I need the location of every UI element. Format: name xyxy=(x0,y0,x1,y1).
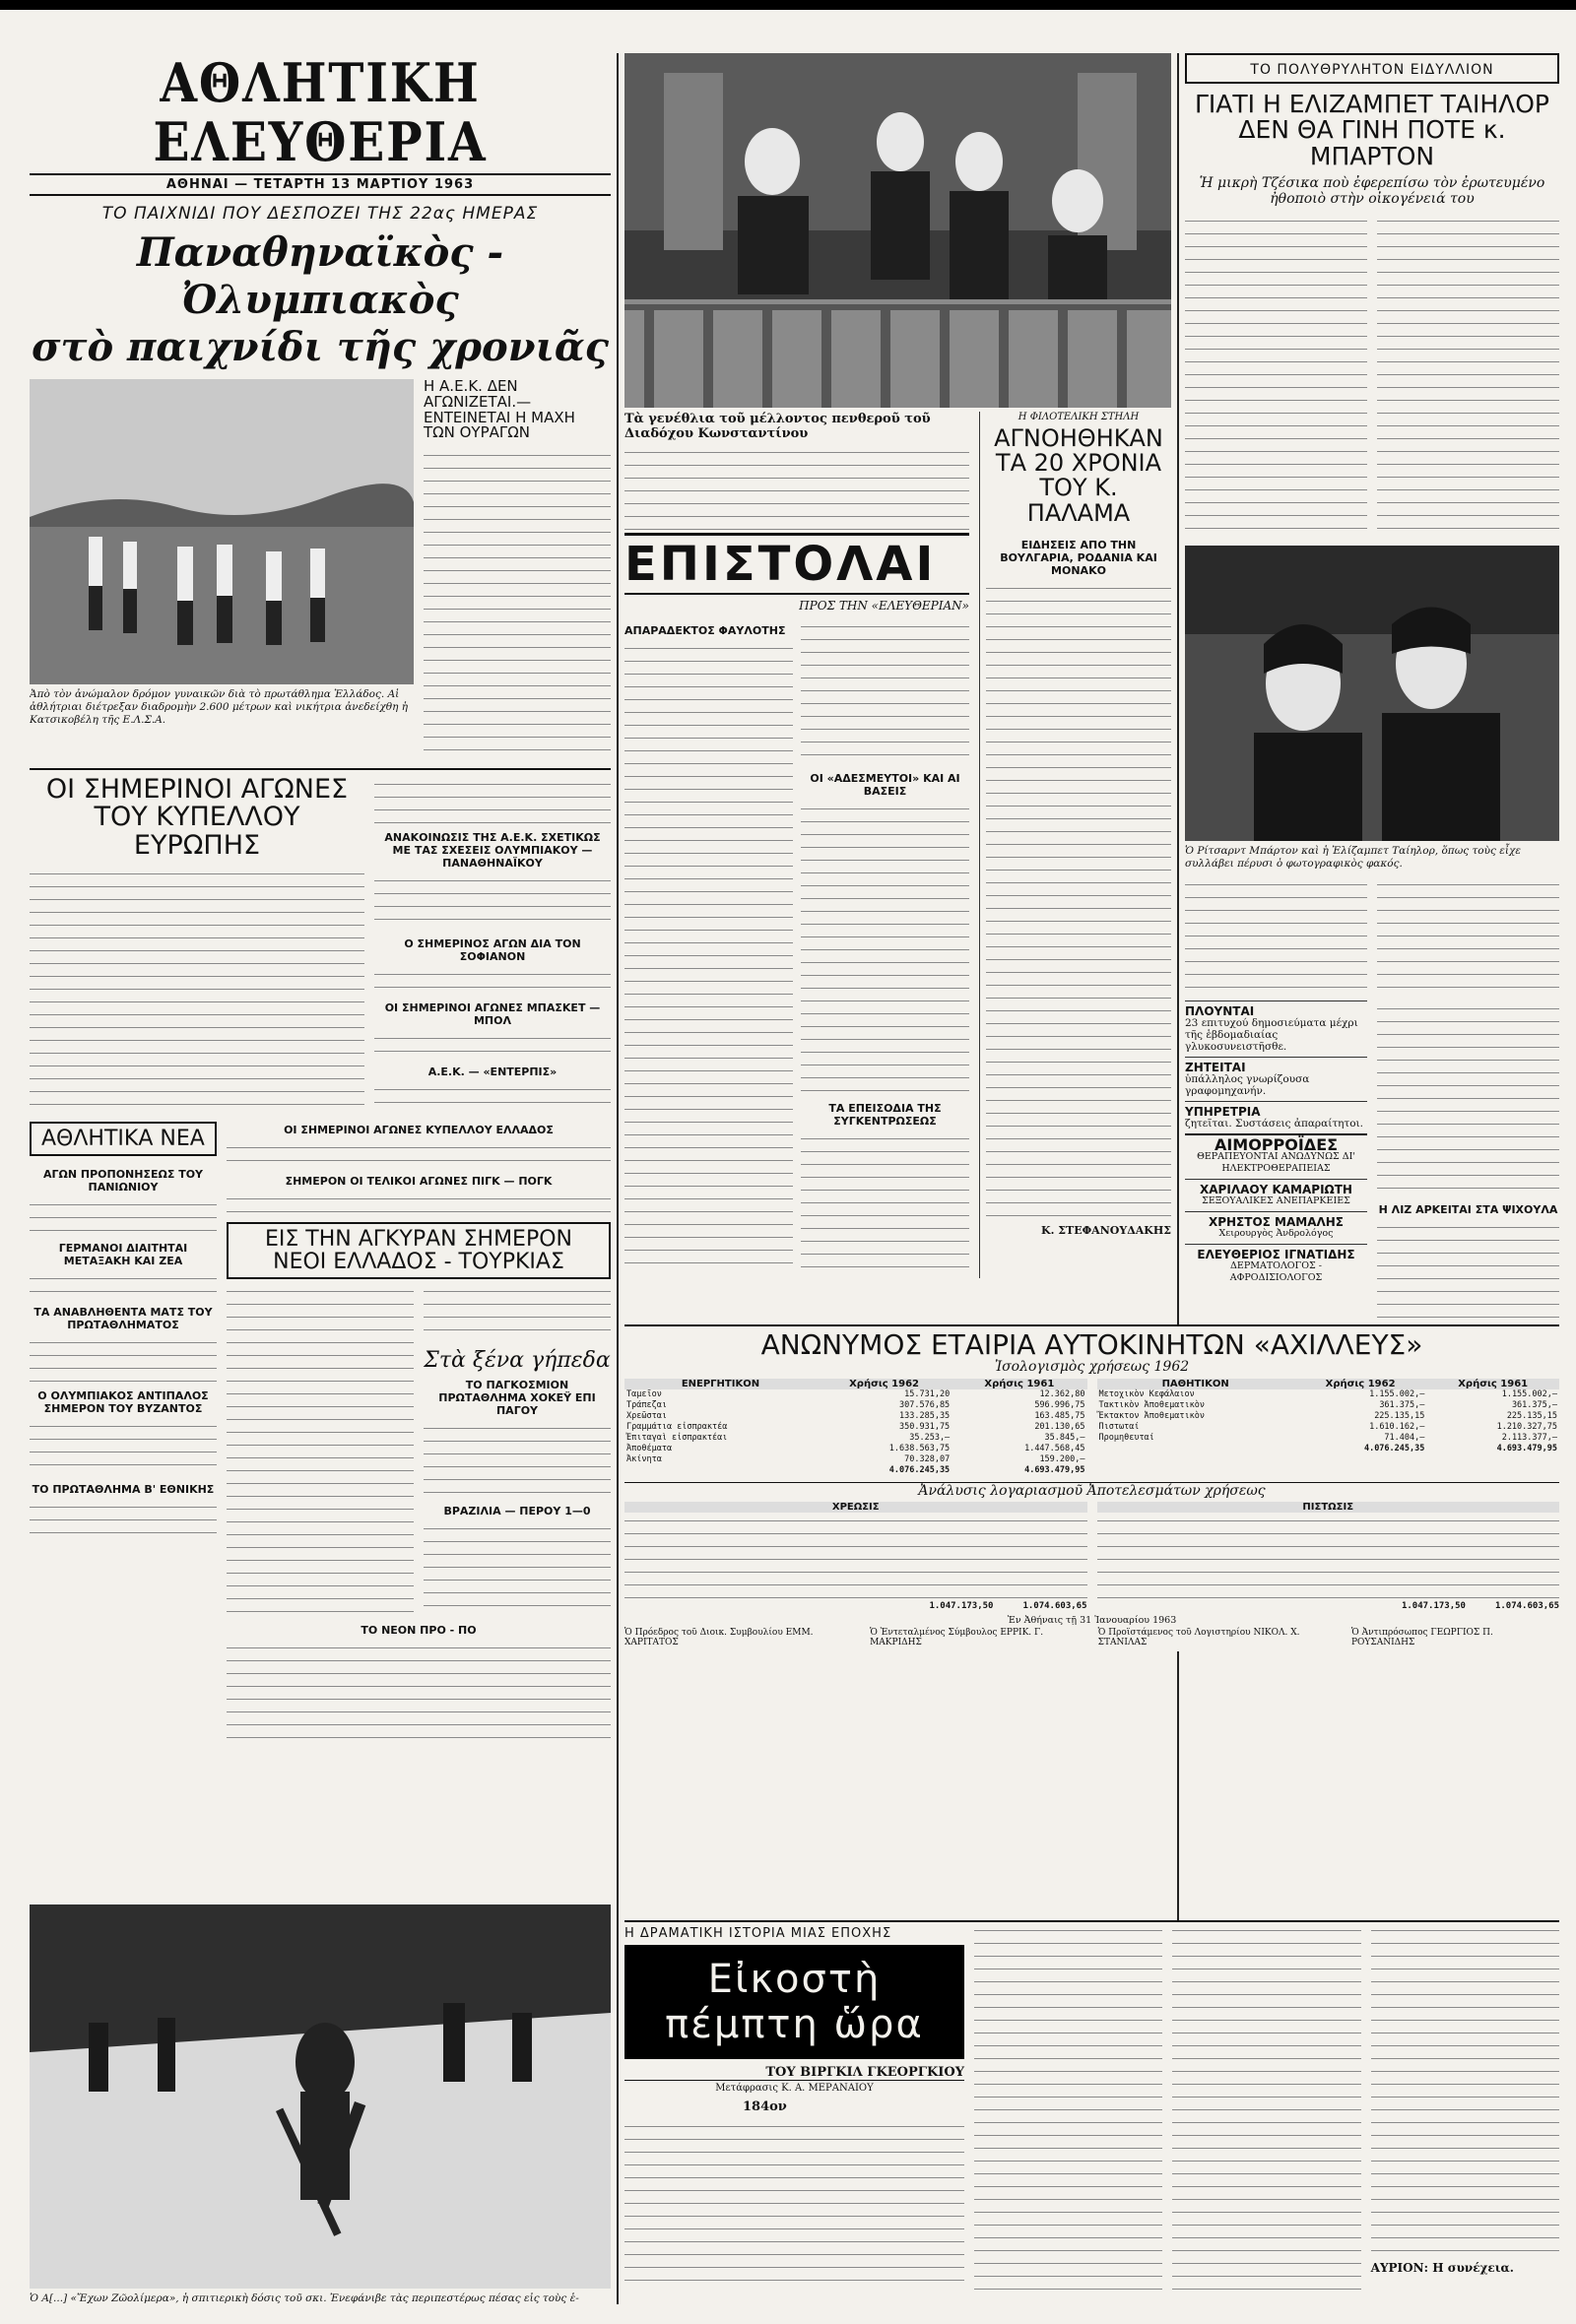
text-block xyxy=(974,1922,1162,2296)
taylor-photo-caption: Ὁ Ρίτσαρντ Μπάρτον καὶ ἡ Ἐλίζαμπετ Ταίηλορ, ὅπως τοὺς εἶχε συλλάβει πέρυσι ὁ φωτογραφικὸς φακός. xyxy=(1185,844,1521,870)
classified-ad xyxy=(1185,1244,1367,1288)
table-row xyxy=(1097,1422,1560,1433)
assets-table xyxy=(624,1379,1087,1476)
text-block xyxy=(624,444,969,533)
text-block xyxy=(1377,213,1559,538)
news-item-head: ΑΓΩΝ ΠΡΟΠΟΝΗΣΕΩΣ ΤΟΥ ΠΑΝΙΩΝΙΟΥ xyxy=(42,1168,204,1194)
foreign-subhead: ΒΡΑΖΙΛΙΑ — ΠΕΡΟΥ 1—0 xyxy=(443,1505,591,1518)
text-block xyxy=(801,618,969,766)
value-1961: 1.155.002,— xyxy=(1501,1389,1557,1400)
value-1962: 225.135,15 xyxy=(1374,1411,1425,1422)
foreign-fields xyxy=(424,1283,611,1618)
europe-headline-2: ΤΟΥ ΚΥΠΕΛΛΟΥ ΕΥΡΩΠΗΣ xyxy=(94,802,300,861)
text-block xyxy=(374,1081,611,1106)
taylor-continued xyxy=(1377,876,1559,995)
classified-title: ΖΗΤΕΙΤΑΙ xyxy=(1185,1060,1246,1074)
classified-ad xyxy=(1185,1211,1367,1244)
text-block xyxy=(424,1283,611,1342)
value-1961: 201.130,65 xyxy=(1034,1422,1085,1433)
balance-company: ΑΝΩΝΥΜΟΣ ΕΤΑΙΡΙΑ ΑΥΤΟΚΙΝΗΤΩΝ «ΑΧΙΛΛΕΥΣ» xyxy=(760,1328,1423,1361)
text-block xyxy=(227,1139,611,1169)
value-1962: 1.638.563,75 xyxy=(888,1444,951,1454)
ski-photo-caption: Ὁ Α[...] «Ἔχων Ζῶολίμερα», ἡ σπιτιερικὴ δόσις τοῦ σκι. Ἐνεφάνιβε τὰς περιπεστέρως πέσας εἰς τοὺς ἑ- xyxy=(30,2292,579,2304)
credit-total-1962: 1.047.173,50 xyxy=(1401,1601,1466,1612)
serial-head-col xyxy=(624,1922,964,2316)
text-block xyxy=(624,2118,964,2286)
balance-signers xyxy=(624,1628,1559,1647)
agkyra-text xyxy=(227,1283,414,1618)
taylor-headline-1: ΓΙΑΤΙ Η ΕΛΙΖΑΜΠΕΤ ΤΑΙΗΛΟΡ xyxy=(1194,90,1550,118)
agkyra-and-foreign xyxy=(227,1118,611,1748)
europe-section xyxy=(30,776,611,1112)
classifieds-column xyxy=(1185,876,1367,995)
liabilities-table-wrap xyxy=(1097,1379,1560,1476)
assets-table-wrap xyxy=(624,1379,1087,1476)
value-1962: 361.375,— xyxy=(1379,1400,1425,1411)
europe-story xyxy=(30,776,364,1112)
text-block xyxy=(227,1640,611,1748)
serial-kicker: Η ΔΡΑΜΑΤΙΚΗ ΙΣΤΟΡΙΑ ΜΙΑΣ ΕΠΟΧΗΣ xyxy=(624,1926,892,1941)
debit-heading: ΧΡΕΩΣΙΣ xyxy=(624,1502,1087,1513)
classified-ad xyxy=(1185,1101,1367,1133)
row-label: Ἀκίνητα xyxy=(626,1454,662,1465)
value-1962: 307.576,85 xyxy=(899,1400,951,1411)
letters-subtitle: ΠΡΟΣ ΤΗΝ «ΕΛΕΥΘΕΡΙΑΝ» xyxy=(799,599,969,613)
taylor-dek: Ἡ μικρὴ Τζέσικα ποὺ ἐφερεπίσω τὸν ἐρωτευμένο ἠθοποιὸ στὴν οἰκογένειά του xyxy=(1199,174,1545,207)
balance-sheet xyxy=(624,1324,1559,1651)
briefs-column xyxy=(374,776,611,1112)
credit-heading: ΠΙΣΤΩΣΙΣ xyxy=(1097,1502,1560,1513)
assets-total-1961: 4.693.479,95 xyxy=(1024,1465,1085,1476)
results-heading: Ἀνάλυσις λογαριασμοῦ Ἀποτελεσμάτων χρήσεως xyxy=(624,1482,1559,1499)
philatelic-kicker: Η ΦΙΛΟΤΕΛΙΚΗ ΣΤΗΛΗ xyxy=(1018,412,1140,422)
row-label: Τράπεζαι xyxy=(626,1400,667,1411)
signer: Ὁ Προϊστάμενος τοῦ Λογιστηρίου ΝΙΚΟΛ. Χ. ΣΤΑΝΙΛΑΣ xyxy=(1097,1628,1300,1648)
letters-row xyxy=(624,533,1171,1278)
table-row xyxy=(1097,1411,1560,1422)
row-label: Μετοχικὸν Κεφάλαιον xyxy=(1098,1389,1195,1400)
mid-left-section xyxy=(30,1118,611,1748)
row-label: Πιστωταί xyxy=(1098,1422,1140,1433)
divider xyxy=(30,768,611,770)
classifieds-list xyxy=(1185,1001,1367,1377)
classified-title: ΕΛΕΥΘΕΡΙΟΣ ΙΓΝΑΤΙΔΗΣ xyxy=(1197,1247,1355,1261)
total-row xyxy=(624,1465,1087,1476)
row-label: Χρεῶσται xyxy=(626,1411,667,1422)
value-1961: 361.375,— xyxy=(1511,1400,1557,1411)
classified-text: ΔΕΡΜΑΤΟΛΟΓΟΣ - ΑΦΡΟΔΙΣΙΟΛΟΓΟΣ xyxy=(1229,1259,1323,1283)
liabilities-total-1961: 4.693.479,95 xyxy=(1496,1444,1557,1454)
classified-text: ΣΕΞΟΥΑΛΙΚΕΣ ΑΝΕΠΑΡΚΕΙΕΣ xyxy=(1202,1194,1350,1206)
table-row xyxy=(624,1411,1087,1422)
letters-col-b xyxy=(801,618,969,1278)
table-row xyxy=(624,1454,1087,1465)
ski-photo xyxy=(30,1904,611,2289)
text-block xyxy=(30,1270,217,1300)
serial-title: Εἰκοστὴ πέμπτη ὥρα xyxy=(624,1945,964,2059)
classified-title: ΧΑΡΙΛΑΟΥ ΚΑΜΑΡΙΩΤΗ xyxy=(1200,1182,1352,1196)
philatelic-column xyxy=(979,412,1171,533)
value-1962: 71.404,— xyxy=(1384,1433,1425,1444)
philatelic-subhead: ΕΙΔΗΣΕΙΣ ΑΠΟ ΤΗΝ ΒΟΥΛΓΑΡΙΑ, ΡΟΔΑΝΙΑ ΚΑΙ ΜΟΝΑΚΟ xyxy=(1000,539,1157,577)
aek-story xyxy=(424,379,611,762)
brief-head: ΑΝΑΚΟΙΝΩΣΙΣ ΤΗΣ Α.Ε.Κ. ΣΧΕΤΙΚΩΣ ΜΕ ΤΑΣ ΣΧΕΣΕΙΣ ΟΛΥΜΠΙΑΚΟΥ — ΠΑΝΑΘΗΝΑΪΚΟΥ xyxy=(384,831,601,870)
balance-date: Ἐν Ἀθήναις τῇ 31 Ἰανουαρίου 1963 xyxy=(1007,1615,1177,1627)
philatelic-headline-1: ΑΓΝΟΗΘΗΚΑΝ xyxy=(994,424,1163,452)
year-1961-heading: Χρήσις 1961 xyxy=(952,1379,1086,1389)
race-photo-caption: Ἀπὸ τὸν ἀνώμαλον δρόμον γυναικῶν διὰ τὸ πρωτάθλημα Ἑλλάδος. Αἱ ἀθλήτριαι διέτρεξαν διαδρομὴν 2.600 μέτρων καὶ νικήτρια ἀνεδείχθη ἡ Κατσικοβέλη τῆς Ε.Λ.Σ.Α. xyxy=(30,688,409,726)
agkyra-headline-2: ΝΕΟΙ ΕΛΛΑΔΟΣ - ΤΟΥΡΚΙΑΣ xyxy=(273,1250,564,1275)
serial-next: ΑΥΡΙΟΝ: Η συνέχεια. xyxy=(1370,2261,1514,2275)
text-block xyxy=(1377,1001,1559,1197)
year-1962-heading: Χρήσις 1962 xyxy=(817,1379,952,1389)
row-label: Ἔκτακτον Ἀποθεματικὸν xyxy=(1098,1411,1205,1422)
lead-headline-1: Παναθηναϊκὸς - Ὀλυμπιακὸς xyxy=(136,229,504,323)
classified-text: ὑπάλληλος γνωρίζουσα γραφομηχανήν. xyxy=(1185,1072,1310,1097)
year-1961-heading: Χρήσις 1961 xyxy=(1426,1379,1559,1389)
value-1962: 133.285,35 xyxy=(899,1411,951,1422)
liabilities-heading: ΠΑΘΗΤΙΚΟΝ xyxy=(1097,1379,1294,1389)
value-1961: 596.996,75 xyxy=(1034,1400,1085,1411)
credit-wrap xyxy=(1097,1502,1560,1611)
left-column xyxy=(30,53,611,2314)
lead-headline-2: στὸ παιχνίδι τῆς χρονιᾶς xyxy=(32,324,609,370)
serial-translator: Μετάφρασις Κ. Α. ΜΕΡΑΝΑΙΟΥ xyxy=(715,2083,874,2094)
balance-tables xyxy=(624,1379,1559,1476)
table-row xyxy=(1097,1433,1560,1444)
value-1962: 15.731,20 xyxy=(904,1389,951,1400)
taylor-subhead: Η ΛΙΖ ΑΡΚΕΙΤΑΙ ΣΤΑ ΨΙΧΟΥΛΑ xyxy=(1378,1202,1558,1216)
royal-caption-row xyxy=(624,412,1171,533)
text-block xyxy=(986,580,1171,1220)
top-black-bar xyxy=(0,0,1576,10)
value-1962: 35.253,— xyxy=(909,1433,951,1444)
text-block xyxy=(801,1130,969,1278)
letters-col-a xyxy=(624,618,793,1278)
classified-text: ζητεῖται. Συστάσεις ἀπαραίτητοι. xyxy=(1185,1117,1364,1130)
classified-ad xyxy=(1185,1057,1367,1101)
news-item-head: ΤΟ ΠΡΩΤΑΘΛΗΜΑ Β' ΕΘΝΙΚΗΣ xyxy=(32,1483,215,1497)
signer: Ὁ Ἀντιπρόσωπος ΓΕΩΡΓΙΟΣ Π. ΡΟΥΣΑΝΙΔΗΣ xyxy=(1350,1628,1493,1648)
philatelic-body xyxy=(979,533,1171,1278)
athletika-nea-title: ΑΘΛΗΤΙΚΑ ΝΕΑ xyxy=(41,1127,205,1152)
text-block xyxy=(1185,876,1367,995)
classified-ad xyxy=(1185,1179,1367,1211)
assets-heading: ΕΝΕΡΓΗΤΙΚΟΝ xyxy=(624,1379,817,1389)
lead-section xyxy=(30,379,611,762)
classified-text: 23 επιτυχού δημοσιεύματα μέχρι τῆς ἑβδομαδιαίας γλυκοσυνειστῆσθε. xyxy=(1185,1016,1358,1053)
debit-total-1961: 1.074.603,65 xyxy=(1022,1601,1087,1612)
classified-text: ΘΕΡΑΠΕΥΟΝΤΑΙ ΑΝΩΔΥΝΩΣ ΔΙ' ΗΛΕΚΤΡΟΘΕΡΑΠΕΙΑΣ xyxy=(1197,1150,1355,1174)
classified-ad xyxy=(1185,1001,1367,1057)
table-row xyxy=(624,1422,1087,1433)
debit-total-1962: 1.047.173,50 xyxy=(929,1601,994,1612)
column-rule xyxy=(617,53,619,2304)
foreign-subhead: ΤΟ ΠΑΓΚΟΣΜΙΟΝ ΠΡΩΤΑΘΛΗΜΑ ΧΟΚΕΫ ΕΠΙ ΠΑΓΟΥ xyxy=(438,1379,596,1418)
letter-head: ΤΑ ΕΠΕΙΣΟΔΙΑ ΤΗΣ ΣΥΓΚΕΝΤΡΩΣΕΩΣ xyxy=(828,1102,942,1129)
text-block xyxy=(30,1418,217,1477)
brief-head: ΟΙ ΣΗΜΕΡΙΝΟΙ ΑΓΩΝΕΣ ΜΠΑΣΚΕΤ — ΜΠΟΛ xyxy=(384,1001,601,1027)
brief-head: Α.Ε.Κ. — «ΕΝΤΕΡΠΙΣ» xyxy=(427,1065,558,1078)
text-block xyxy=(30,1196,217,1236)
royal-caption-head: Τὰ γενέθλια τοῦ μέλλοντος πενθεροῦ τοῦ Διαδόχου Κωνσταντίνου xyxy=(624,412,931,441)
table-row xyxy=(1097,1400,1560,1411)
text-block xyxy=(1172,1922,1360,2296)
row-label: Ἀποθέματα xyxy=(626,1444,673,1454)
brief-head: Ο ΣΗΜΕΡΙΝΟΣ ΑΓΩΝ ΔΙΑ ΤΟΝ ΣΟΦΙΑΝΟΝ xyxy=(404,937,581,963)
table-row xyxy=(624,1433,1087,1444)
value-1962: 1.155.002,— xyxy=(1369,1389,1425,1400)
athletika-nea-box xyxy=(30,1122,217,1156)
news-item-head: ΤΑ ΑΝΑΒΛΗΘΕΝΤΑ ΜΑΤΣ ΤΟΥ ΠΡΩΤΑΘΛΗΜΑΤΟΣ xyxy=(33,1306,213,1332)
value-1962: 350.931,75 xyxy=(899,1422,951,1433)
philatelic-headline-2: ΤΑ 20 ΧΡΟΝΙΑ xyxy=(995,449,1162,478)
dateline-box xyxy=(30,173,611,196)
philatelic-author: Κ. ΣΤΕΦΑΝΟΥΔΑΚΗΣ xyxy=(1041,1224,1171,1237)
text-block xyxy=(1371,1922,1559,2257)
dateline: ΑΘΗΝΑΙ — ΤΕΤΑΡΤΗ 13 ΜΑΡΤΙΟΥ 1963 xyxy=(165,177,475,192)
classifieds-and-story xyxy=(1185,1001,1559,1377)
credit-totals xyxy=(1097,1601,1560,1611)
philatelic-headline-3: ΤΟΥ Κ. ΠΑΛΑΜΑ xyxy=(1026,474,1131,527)
value-1961: 1.210.327,75 xyxy=(1496,1422,1557,1433)
text-block xyxy=(374,966,611,996)
value-1961: 163.485,75 xyxy=(1034,1411,1085,1422)
taylor-story-end xyxy=(1377,1001,1559,1377)
aek-headline: Η Α.Ε.Κ. ΔΕΝ ΑΓΩΝΙΖΕΤΑΙ.—ΕΝΤΕΙΝΕΤΑΙ Η ΜΑΧΗ ΤΩΝ ΟΥΡΑΓΩΝ xyxy=(424,377,575,442)
serial-installment: 184ον xyxy=(743,2099,787,2114)
row-label: Τακτικὸν Ἀποθεματικὸν xyxy=(1098,1400,1205,1411)
value-1962: 1.610.162,— xyxy=(1369,1422,1425,1433)
serial-last-col xyxy=(1371,1922,1559,2316)
royal-story xyxy=(624,412,969,533)
foreign-title: Στὰ ξένα γήπεδα xyxy=(424,1348,611,1374)
text-block xyxy=(374,1030,611,1060)
taylor-headline-2: ΔΕΝ ΘΑ ΓΙΝΗ ΠΟΤΕ κ. ΜΠΑΡΤΟΝ xyxy=(1238,115,1506,170)
value-1961: 1.447.568,45 xyxy=(1024,1444,1085,1454)
text-block xyxy=(624,1513,1087,1601)
debit-wrap xyxy=(624,1502,1087,1611)
value-1961: 35.845,— xyxy=(1044,1433,1085,1444)
table-row xyxy=(624,1389,1087,1400)
taylor-photo xyxy=(1185,546,1559,841)
athletika-nea xyxy=(30,1118,217,1748)
serial-layout xyxy=(624,1922,1559,2316)
liabilities-table xyxy=(1097,1379,1560,1454)
taylor-body-bottom xyxy=(1185,876,1559,995)
news-item-head: Ο ΟΛΥΜΠΙΑΚΟΣ ΑΝΤΙΠΑΛΟΣ ΣΗΜΕΡΟΝ ΤΟΥ ΒΥΖΑΝΤΟΣ xyxy=(37,1389,209,1416)
serial-author: ΤΟΥ ΒΙΡΓΚΙΛ ΓΚΕΟΡΓΚΙΟΥ xyxy=(624,2065,964,2081)
taylor-kicker: ΤΟ ΠΟΛΥΘΡΥΛΗΤΟΝ ΕΙΔΥΛΛΙΟΝ xyxy=(1250,62,1494,78)
row-label: Ταμεῖον xyxy=(626,1389,662,1400)
text-block xyxy=(424,1420,611,1499)
text-block xyxy=(1185,213,1367,538)
letter-head: ΟΙ «ΑΔΕΣΜΕΥΤΟΙ» ΚΑΙ ΑΙ ΒΑΣΕΙΣ xyxy=(810,772,960,799)
text-block xyxy=(624,640,793,1270)
text-block xyxy=(227,1191,611,1218)
row-label: Προμηθευταί xyxy=(1098,1433,1154,1444)
classified-title: ΧΡΗΣΤΟΣ ΜΑΜΑΛΗΣ xyxy=(1208,1214,1345,1229)
europe-body-text xyxy=(30,866,364,1112)
agkyra-body xyxy=(227,1283,611,1618)
assets-total-1962: 4.076.245,35 xyxy=(888,1465,951,1476)
agkyra-headline-1: ΕΙΣ ΤΗΝ ΑΓΚΥΡΑΝ ΣΗΜΕΡΟΝ xyxy=(264,1227,573,1253)
letters-columns xyxy=(624,618,969,1278)
foreign-subhead: ΤΟ ΝΕΟΝ ΠΡΟ - ΠΟ xyxy=(361,1624,477,1638)
table-row xyxy=(1097,1389,1560,1400)
news-item-head: ΓΕΡΜΑΝΟΙ ΔΙΑΙΤΗΤΑΙ ΜΕΤΑΞΑΚΗ ΚΑΙ ΖΕΑ xyxy=(58,1242,188,1268)
text-block xyxy=(1377,876,1559,995)
table-row xyxy=(624,1444,1087,1454)
classified-ad xyxy=(1185,1133,1367,1179)
signer: Ὁ Ἐντεταλμένος Σύμβουλος ΕΡΡΙΚ. Γ. ΜΑΚΡΙΔΗΣ xyxy=(870,1628,1044,1648)
total-row xyxy=(1097,1444,1560,1454)
ski-photo-block xyxy=(30,1904,611,2305)
value-1961: 159.200,— xyxy=(1039,1454,1085,1465)
table-row xyxy=(624,1400,1087,1411)
text-block xyxy=(801,801,969,1096)
europe-headline-1: ΟΙ ΣΗΜΕΡΙΝΟΙ ΑΓΩΝΕΣ xyxy=(45,774,349,805)
letters-title: ΕΠΙΣΤΟΛΑΙ xyxy=(624,533,969,595)
brief-head: ΟΙ ΣΗΜΕΡΙΝΟΙ ΑΓΩΝΕΣ ΚΥΠΕΛΛΟΥ ΕΛΛΑΔΟΣ xyxy=(284,1124,554,1137)
results-tables xyxy=(624,1502,1559,1611)
value-1961: 225.135,15 xyxy=(1506,1411,1557,1422)
row-label: Γραμμάτια εἰσπρακτέα xyxy=(626,1422,728,1433)
lead-kicker: ΤΟ ΠΑΙΧΝΙΔΙ ΠΟΥ ΔΕΣΠΟΖΕΙ ΤΗΣ 22ας ΗΜΕΡΑΣ xyxy=(101,204,539,224)
value-1962: 70.328,07 xyxy=(904,1454,951,1465)
classified-text: Χειρουργὸς Ἀνδρολόγος xyxy=(1218,1227,1334,1239)
letters-section xyxy=(624,533,969,1278)
classified-title: ΑΙΜΟΡΡΟΪΔΕΣ xyxy=(1214,1134,1339,1154)
taylor-body-top xyxy=(1185,213,1559,538)
credit-total-1961: 1.074.603,65 xyxy=(1494,1601,1559,1612)
agkyra-headline-box xyxy=(227,1222,611,1279)
letter-head: ΑΠΑΡΑΔΕΚΤΟΣ ΦΑΥΛΟΤΗΣ xyxy=(624,624,786,638)
signer: Ὁ Πρόεδρος τοῦ Διοικ. Συμβουλίου ΕΜΜ. ΧΑΡΙΤΑΤΟΣ xyxy=(624,1628,814,1648)
value-1961: 2.113.377,— xyxy=(1501,1433,1557,1444)
royal-photo xyxy=(624,53,1171,408)
serial-section xyxy=(624,1920,1559,2316)
brief-head: ΣΗΜΕΡΟΝ ΟΙ ΤΕΛΙΚΟΙ ΑΓΩΝΕΣ ΠΙΓΚ — ΠΟΓΚ xyxy=(285,1175,553,1189)
lead-photo-block xyxy=(30,379,414,762)
text-block xyxy=(30,1499,217,1538)
aek-body-text xyxy=(424,447,611,762)
text-block xyxy=(374,872,611,932)
balance-subtitle: Ἰσολογισμὸς χρήσεως 1962 xyxy=(994,1359,1190,1376)
text-block xyxy=(1097,1513,1560,1601)
liabilities-total-1962: 4.076.245,35 xyxy=(1363,1444,1425,1454)
masthead-title: ΑΘΛΗΤΙΚΗ ΕΛΕΥΘΕΡΙΑ xyxy=(153,53,488,173)
row-label: Ἐπιταγαὶ εἰσπρακτέαι xyxy=(626,1433,728,1444)
text-block xyxy=(424,1520,611,1609)
text-block xyxy=(374,776,611,825)
text-block xyxy=(227,1283,414,1618)
value-1961: 12.362,80 xyxy=(1039,1389,1085,1400)
classified-title: ΠΛΟΥΝΤΑΙ xyxy=(1185,1003,1255,1018)
race-photo xyxy=(30,379,414,684)
classified-title: ΥΠΗΡΕΤΡΙΑ xyxy=(1185,1104,1261,1119)
text-block xyxy=(30,1334,217,1384)
debit-totals xyxy=(624,1601,1087,1611)
taylor-kicker-box xyxy=(1185,53,1559,84)
year-1962-heading: Χρήσις 1962 xyxy=(1294,1379,1427,1389)
